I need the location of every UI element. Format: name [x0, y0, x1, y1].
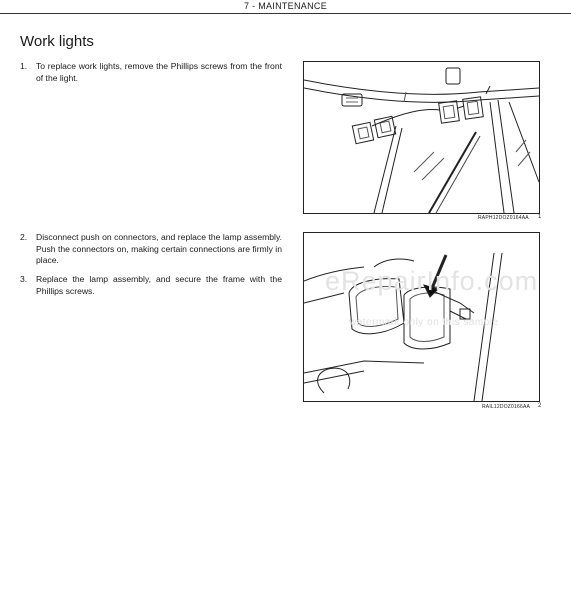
figure-1-code: RAPH12DOZ0164AA — [478, 215, 529, 221]
step-text: Disconnect push on connectors, and replace the lamp assembly. Push the connectors on, making certain connections are firmly in place. — [36, 232, 283, 265]
page-header — [0, 0, 571, 14]
step-2 — [20, 232, 282, 267]
work-lights-illustration — [304, 62, 539, 213]
figure-2-code: RAIL12DOZ0166AA — [482, 404, 531, 410]
step-number: 1. — [20, 61, 28, 71]
watermark-main: eRepairInfo.com — [325, 266, 539, 296]
section-title: Work lights — [20, 33, 94, 50]
figure-1-number: 1 — [538, 214, 542, 220]
header-rule — [0, 13, 571, 14]
watermark-sub: watermark only on this sample — [349, 317, 499, 328]
step-text: Replace the lamp assembly, and secure the frame with the Phillips screws. — [36, 274, 282, 296]
step-1 — [20, 61, 282, 84]
step-text: To replace work lights, remove the Phillips screws from the front of the light. — [36, 61, 282, 83]
figure-1-work-lights-cab — [303, 61, 540, 214]
step-3 — [20, 274, 282, 297]
figure-2-number: 2 — [538, 403, 542, 409]
header-title: 7 - MAINTENANCE — [243, 1, 327, 11]
step-number: 2. — [20, 232, 28, 242]
step-number: 3. — [20, 274, 28, 284]
